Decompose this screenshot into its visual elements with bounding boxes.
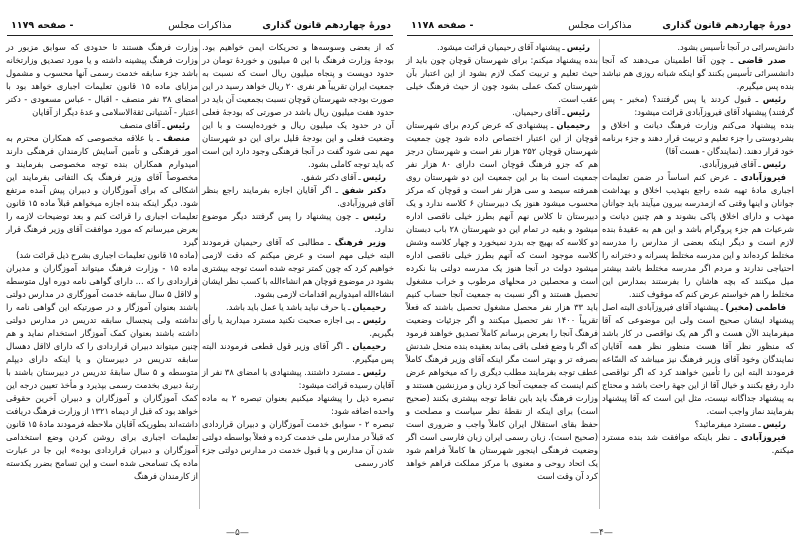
speech-text: ـ بی اجازه صحبت نکنید مسترد میدارید یا رأی بگیریم. [202, 315, 394, 338]
speaker-name: فاطمی (مخبر) [725, 302, 786, 312]
speaker-name: دکتر شفق [342, 185, 386, 195]
header-center-title: مذاکرات مجلس [568, 20, 632, 31]
paragraph: تبصره ۲ - سوابق خدمت آموزگاران و دبیران قراردادی که قبلاً در مدارس ملی خدمت کرده و فعلاً بواسطه دولتی شدن آن مدارس و یا قبول خدمت در مدارس دولتی جزء کادر رسمی [202, 419, 394, 468]
page-1178 [400, 0, 800, 553]
speaker-paragraph [6, 119, 198, 132]
speech-text: ـ عرض کنم اساساً در ضمن تعلیمات اجباری مادهٔ تهیه شده راجع بتهذیب اخلاق و بهداشت جوانان و اینها وقتی که ازمدرسه بیرون میآیند باید جوانان مهذب و دارای اخلاق پاکی بشوند و هم چنین دیانت و شرعیات هم جزء پروگرام باشد و این هم به عقیدهٔ بنده لازم است و دیگر اینکه بعضی از مدارس را مدرسه مختلط کرده‌اند و این مدرسه مختلط پسرانه و دخترانه را احتیاجی ندارند و مردم اگر مدرسه مختلط باشد بیشتر میل میکنند که بچه هاشان را بفرستند بمدارس این مختلط را هم خواستم عرض کنم که موقوف کنند. [602, 172, 794, 299]
text-column-left [406, 41, 598, 483]
speaker-paragraph [406, 106, 598, 119]
speaker-name: رحیمیان [352, 341, 386, 351]
header-session-title: دورهٔ چهاردهم قانون گذاری [262, 20, 391, 31]
speaker-paragraph [202, 314, 394, 340]
speaker-paragraph [406, 119, 598, 483]
speech-text: ـ نظر باینکه موافقت شد بنده مسترد میکنم. [602, 432, 794, 455]
header-page-number: - صفحه ۱۱۷۹ [11, 20, 74, 31]
paragraph: بنده پیشنهاد میکنم: برای شهرستان قوچان چون باید از حیث تعلیم و تربیت کمک لازم بشود از این اعتبار بآن شهرستان کمک عملی بشود چون از حیث فرهنگ خیلی عقب است. [406, 55, 598, 104]
column-divider [199, 39, 200, 509]
speech-text: ـ پیشنهاد آقای فیروزآبادی البته اصل پیشنهاد ایشان صحیح است ولی این موضوعی که آقا میفرمایند الآن هست و اگر هم یک نواقصی در کار باشد که منظور نظر آقا هست منظور نظر همه آقایان نمایندگان وخود آقای وزیر فرهنگ نیز میباشد که السّاعه فرمودند البته این را تأمین خواهند کرد که اگر نواقصی دارد رفع بکنند و خیال آقا از این جهة راحت باشد و محتاج به پیشنهاد جداگانه نیست، مثل این است که آقا پیشنهاد بفرمایند نماز واجب است. [602, 302, 794, 416]
speaker-name: رئیس [362, 172, 386, 182]
speaker-paragraph [602, 431, 794, 457]
speech-text: ـ یا حرف نباید باشد یا عمل باید باشد. [225, 302, 353, 312]
speaker-paragraph [202, 236, 394, 301]
speech-text: ـ پیشنهادی که عرض کردم برای شهرستان قوچان از این اعتبار اختصاص داده شود چون جمعیت شهرستان قوچان ۲۵۲ هزار نفر است و شهرستان درجز هم که جزو فرهنگ قوچان است دارای ۸۰ هزار نفر جمعیت است بنا بر این جمعیت این دو شهرستان روی همرفته سیصد و سی هزار نفر است و قوچان که مرکز محسوب میشود هنوز یک دبیرستان ۶ کلاسه ندارد و یک دبیرستان تا کلاس نهم آنهم بطرز خیلی ناقصی اداره میشود و بقیه در تمام این دو شهرستان ۲۸ باب دبستان دو کلاسه که بهیچ جه بدرد نمیخورد و چهار کلاسه وشش کلاسه موجود است که آنهم بطرز خیلی ناقصی اداره میشود دولت در آنجا هنوز یک مدرسه دولتی بنا نکرده است و محصلین در محلهای مرطوب و خراب مشغول تحصیل هستند و اگر نسبت به جمعیت آنجا حساب کنیم باید ۳۳ هزار نفر محصل مشغول تحصیل باشند که فعلاً تقریباً ۱۴۰۰ نفر تحصیل میکنند و اگر جزئیات وضعیت فرهنگ آنجا را بعرض برسانم کاملاً تصدیق خواهند فرمود که اگر با وضع فعلی باقی بماند بعقیده بنده منحل شدنش بصرفه تر و بهتر است مگر اینکه آقای وزیر فرهنگ کاملاً عطف توجه بفرمایند مطلب دیگری را که میخواهم عرض کنم اینست که جمعیت آنجا کرد زبان و مرزنشین هستند و وزارت فرهنگ باید باین نقاط توجه بیشتری بکنند (صحیح است) برای اینکه از نقطهٔ نظر سیاست و مصلحت و حفظ بقای استقلال ایران کاملاً واجب و ضروری است (صحیح است). زبان رسمی ایران زبان فارسی است اگر وضعیت فرهنگی اینجور شهرستان ها کاملاً فراهم شود یک اتحاد روحی و معنوی با مرکز مملکت فراهم خواهد کرد آن وقت است [406, 120, 599, 481]
header-center-title: مذاکرات مجلس [168, 20, 232, 31]
paragraph: دانش‌سرائی در آنجا تأسیس بشود. [677, 42, 794, 52]
paragraph: (ماده ۱۵ قانون تعلیمات اجباری بشرح ذیل قرائت شد) [16, 250, 198, 260]
paragraph: بنده پیشنهاد می‌کنم وزارت فرهنگ دیانت و اخلاق و بشردوستی را جزء تعلیم و تربیت قرار دهند و جزء برنامه خود قرار دهند. (نمایندگان - هست آقا) [602, 120, 794, 156]
column-divider [599, 39, 600, 509]
running-header [407, 20, 793, 36]
text-column-left [6, 41, 198, 483]
speech-text: ـ پیشنهاد آقای رحیمیان قرائت میشود. [436, 42, 567, 52]
speech-text: ـ با علاقه مخصوصی که همکاران محترم به امور فرهنگی و تأمین آسایش کارمندان فرهنگی دارند امیدوارم همکاران بنده توجه مخصوصی بفرمایند و مخصوصاً آقای وزیر فرهنگ یک التفاتی بفرمایند این اشکالی که برای آموزگاران و دبیران پیش آمده مرتفع شود. دیگر اینکه بنده اجازه میخواهم قبلاً ماده ۱۵ قانون تعلیمات اجباری را قرائت کنم و بعد توضیحات لازمه را بعرض میرسانم که مورد موافقت آقای وزیر فرهنگ قرار گیرد [6, 133, 198, 247]
speech-text: ـ آقای رحیمیان. [512, 107, 567, 117]
header-page-number: - صفحه ۱۱۷۸ [411, 20, 474, 31]
speech-text: ـ چون آقا اطمینان می‌دهند که آنجا دانشسرائی تأسیس بکنند گو اینکه شبانه روزی هم نباشد بنده پس میگیرم. [602, 55, 794, 91]
speaker-paragraph [602, 54, 794, 93]
speaker-name: منصف [163, 133, 190, 143]
speaker-paragraph [202, 366, 394, 392]
speaker-paragraph [202, 301, 394, 314]
speaker-name: فیروزآبادی [740, 172, 786, 182]
speaker-name: فیروزآبادی [740, 432, 786, 442]
speech-text: ـ مطالبی که آقای رحیمیان فرمودند البته خیلی مهم است و عرض میکنم که دقت لازمی خواهیم کرد که چون کمتر توجه شده است توجه بیشتری بشود در موضوع قوچان هم انشاءالله با کسب نظر ایشان انشاءالله امیدواریم اقدامات لازمی بشود. [202, 237, 394, 299]
speaker-paragraph [602, 158, 794, 171]
speaker-name: رحیمیان [556, 120, 590, 130]
speech-text: ـ آقای منصف [119, 120, 167, 130]
speaker-paragraph [602, 301, 794, 418]
speaker-name: رئیس [362, 367, 386, 377]
speech-text: ـ آقای فیروزآبادی. [699, 159, 763, 169]
speaker-paragraph [202, 210, 394, 236]
speaker-name: وزیر فرهنگ [334, 237, 386, 247]
speaker-paragraph [406, 41, 598, 54]
paragraph: ماده ۱۵ - وزارت فرهنگ میتواند آموزگاران و مدیران قراردادی را که ... دارای گواهی نامه دوره اول متوسطه و لااقل ۵ سال سابقه خدمت آموزگاری در مدارس دولتی باشند بعنوان آموزگار و در صورتیکه این گواهی نامه را نداشته ولی پنجسال سابقه تدریس در مدارس دولتی داشته باشند بعنوان کمک آموزگار استخدام نماید و هم چنین میتواند دبیران قراردادی را که دارای لااقل دهسال سابقه تدریس در دبیرستان و یا اینکه دارای دیپلم متوسطه و ۵ سال سابقهٔ تدریس در دبیرستان باشند با رتبهٔ دبیری بخدمت رسمی بپذیرد و مأخذ تعیین درجه این کمک آموزگاران و آموزگاران و دبیران آخرین حقوقی خواهد بود که قبل از دیماه ۱۳۲۱ از وزارت فرهنگ دریافت داشته‌اند بطوریکه آقایان ملاحظه فرمودند مادهٔ ۱۵ قانون تعلیمات اجباری برای روشن کردن وضع استخدامی آموزگاران و دبیران قراردادی بوده» این جا در عبارت ماده یک تسامحی شده است و این تسامح بضرر یکدسته از کارمندان فرهنگ [6, 263, 199, 481]
speech-text: ـ آقای دکتر شفق. [300, 172, 363, 182]
speaker-name: رئیس [362, 315, 386, 325]
speech-text: ـ اگر آقای وزیر قول قطعی فرمودند البته پس میگیرم. [202, 341, 394, 364]
speech-text: ـ اگر آقایان اجازه بفرمایند راجع بنظر آقای فیروزآبادی. [202, 185, 394, 208]
speaker-name: رئیس [566, 42, 590, 52]
speaker-paragraph [602, 418, 794, 431]
speaker-name: رئیس [762, 419, 786, 429]
paragraph: وزارت فرهنگ هستند تا حدودی که سوابق مزبور در وزارت فرهنگ پیشینه داشته و یا مورد تصدیق وزارتخانه باشد جزء سابقه خدمت رسمی آنها محسوب و مشمول مزایای ماده ۱۵ قانون تعلیمات اجباری خواهد بود با امضای ۳۸ نفر منصف - اقبال - عباس مسعودی - دکتر اعتبار - آشتیانی ثقةالاسلامی و عدهٔ دیگر از آقایان [6, 42, 199, 117]
speaker-name: رئیس [166, 120, 190, 130]
speaker-paragraph [602, 171, 794, 301]
speaker-paragraph [202, 184, 394, 210]
footer-page-mark: —۴— [590, 528, 613, 538]
footer-page-mark: —۵— [226, 528, 249, 538]
speech-text: ـ قبول کردند یا پس گرفتند؟ (مخبر - پس گرفتند) پیشنهاد آقای فیروزآبادی قرائت میشود: [602, 94, 794, 117]
speaker-name: رئیس [362, 211, 386, 221]
speaker-paragraph [602, 93, 794, 119]
speaker-name: رئیس [762, 94, 786, 104]
speech-text: ـ مسترد میفرمائید؟ [694, 419, 763, 429]
speaker-name: رحیمیان [352, 302, 386, 312]
speech-text: ـ چون پیشنهاد را پس گرفتند دیگر موضوع ندارد. [202, 211, 394, 234]
paragraph: که از بعضی وسوسه‌ها و تحریکات ایمن خواهیم بود. بودجهٔ وزارت فرهنگ با این ۵ میلیون و خوردهٔ تومان در حدود دویست و پنجاه میلیون ریال است که نسبت به جمعیت ایران تقریباً هر نفری ۲۰ ریال خواهد رسید در این صورت بودجه شهرستان قوچان نسبت بجمعیت آن باید در حدود هفت میلیون ریال باشد در صورتی که بودجهٔ فعلی آن در حدود یک میلیون ریال و خورده‌ایست و با این وضعیت فعلی و این بودجهٔ قلیل برای این دو شهرستان مهم نمی شود گفت در آنجا فرهنگی وجود دارد این است که باید توجه کاملی بشود. [202, 42, 394, 169]
speaker-paragraph [202, 171, 394, 184]
speaker-name: صدر قاضی [737, 55, 786, 65]
speech-text: ـ مسترد داشتند. پیشنهادی با امضای ۳۸ نفر از آقایان رسیده قرائت میشود: [202, 367, 394, 390]
speaker-name: رئیس [762, 159, 786, 169]
speaker-paragraph [6, 132, 198, 249]
header-session-title: دورهٔ چهاردهم قانون گذاری [662, 20, 791, 31]
paragraph: تبصره ذیل را پیشنهاد میکنیم بعنوان تبصره ۲ به ماده واحده اضافه شود: [202, 393, 394, 416]
speaker-paragraph [202, 340, 394, 366]
text-column-right [602, 41, 794, 457]
text-column-right [202, 41, 394, 470]
speaker-name: رئیس [566, 107, 590, 117]
running-header [7, 20, 393, 36]
